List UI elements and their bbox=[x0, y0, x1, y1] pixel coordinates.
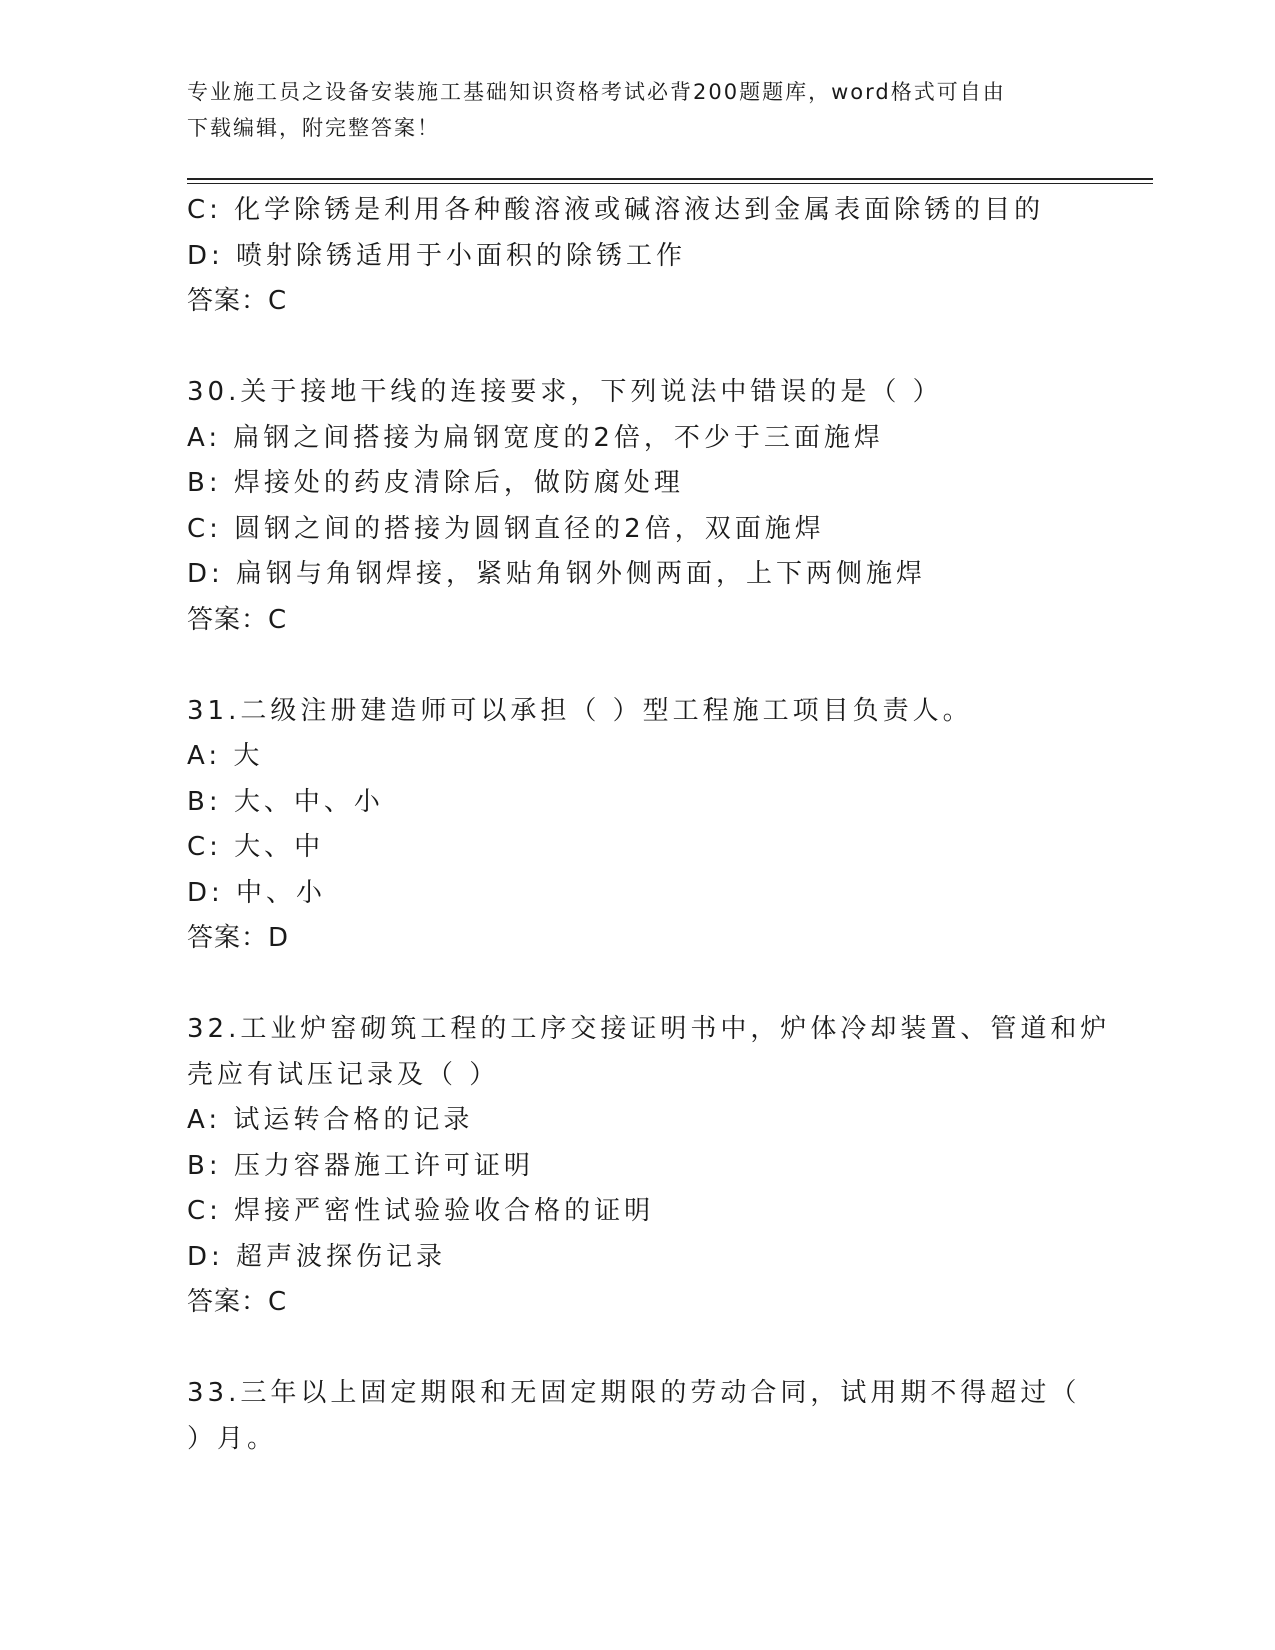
header-divider-thick bbox=[187, 178, 1153, 180]
option-a: A: 扁钢之间搭接为扁钢宽度的2倍，不少于三面施焊 bbox=[187, 422, 884, 453]
option-d: D: 中、小 bbox=[187, 877, 327, 908]
question-30 bbox=[187, 370, 1153, 643]
question-stem: 33.三年以上固定期限和无固定期限的劳动合同，试用期不得超过（ bbox=[187, 1378, 1081, 1408]
question-fragment bbox=[187, 188, 1153, 325]
option-d: D: 扁钢与角钢焊接，紧贴角钢外侧两面，上下两侧施焊 bbox=[187, 559, 927, 589]
question-stem: 31.二级注册建造师可以承担（ ）型工程施工项目负责人。 bbox=[187, 695, 973, 726]
header-line-1: 专业施工员之设备安装施工基础知识资格考试必背200题题库，word格式可自由 bbox=[187, 80, 1006, 104]
header-divider-thin bbox=[187, 183, 1153, 184]
option-c: C: 化学除锈是利用各种酸溶液或碱溶液达到金属表面除锈的目的 bbox=[187, 195, 1045, 225]
option-a: A: 试运转合格的记录 bbox=[187, 1105, 474, 1135]
answer-line: 答案：C bbox=[187, 286, 288, 316]
answer-line: 答案：C bbox=[187, 604, 288, 635]
answer-line: 答案：C bbox=[187, 1287, 288, 1317]
question-list bbox=[187, 188, 1153, 1462]
spacer bbox=[187, 962, 1153, 1008]
question-stem-continued: 壳应有试压记录及（ ） bbox=[187, 1059, 500, 1090]
header-line-2: 下载编辑，附完整答案！ bbox=[187, 116, 440, 140]
document-header bbox=[187, 74, 1087, 146]
option-b: B: 大、中、小 bbox=[187, 786, 384, 817]
option-c: C: 焊接严密性试验验收合格的证明 bbox=[187, 1196, 655, 1226]
option-d: D: 喷射除锈适用于小面积的除锈工作 bbox=[187, 240, 687, 271]
question-stem: 32.工业炉窑砌筑工程的工序交接证明书中，炉体冷却装置、管道和炉 bbox=[187, 1014, 1111, 1044]
option-a: A: 大 bbox=[187, 741, 264, 771]
question-32 bbox=[187, 1007, 1153, 1326]
question-33 bbox=[187, 1371, 1153, 1462]
question-stem-continued: ）月。 bbox=[187, 1423, 278, 1454]
spacer bbox=[187, 643, 1153, 689]
option-b: B: 压力容器施工许可证明 bbox=[187, 1150, 534, 1181]
spacer bbox=[187, 1326, 1153, 1372]
option-b: B: 焊接处的药皮清除后，做防腐处理 bbox=[187, 468, 684, 498]
option-c: C: 圆钢之间的搭接为圆钢直径的2倍，双面施焊 bbox=[187, 513, 825, 544]
question-31 bbox=[187, 689, 1153, 962]
spacer bbox=[187, 325, 1153, 371]
option-d: D: 超声波探伤记录 bbox=[187, 1241, 447, 1272]
option-c: C: 大、中 bbox=[187, 832, 325, 862]
question-stem: 30.关于接地干线的连接要求，下列说法中错误的是（ ） bbox=[187, 377, 943, 407]
answer-line: 答案：D bbox=[187, 923, 290, 953]
